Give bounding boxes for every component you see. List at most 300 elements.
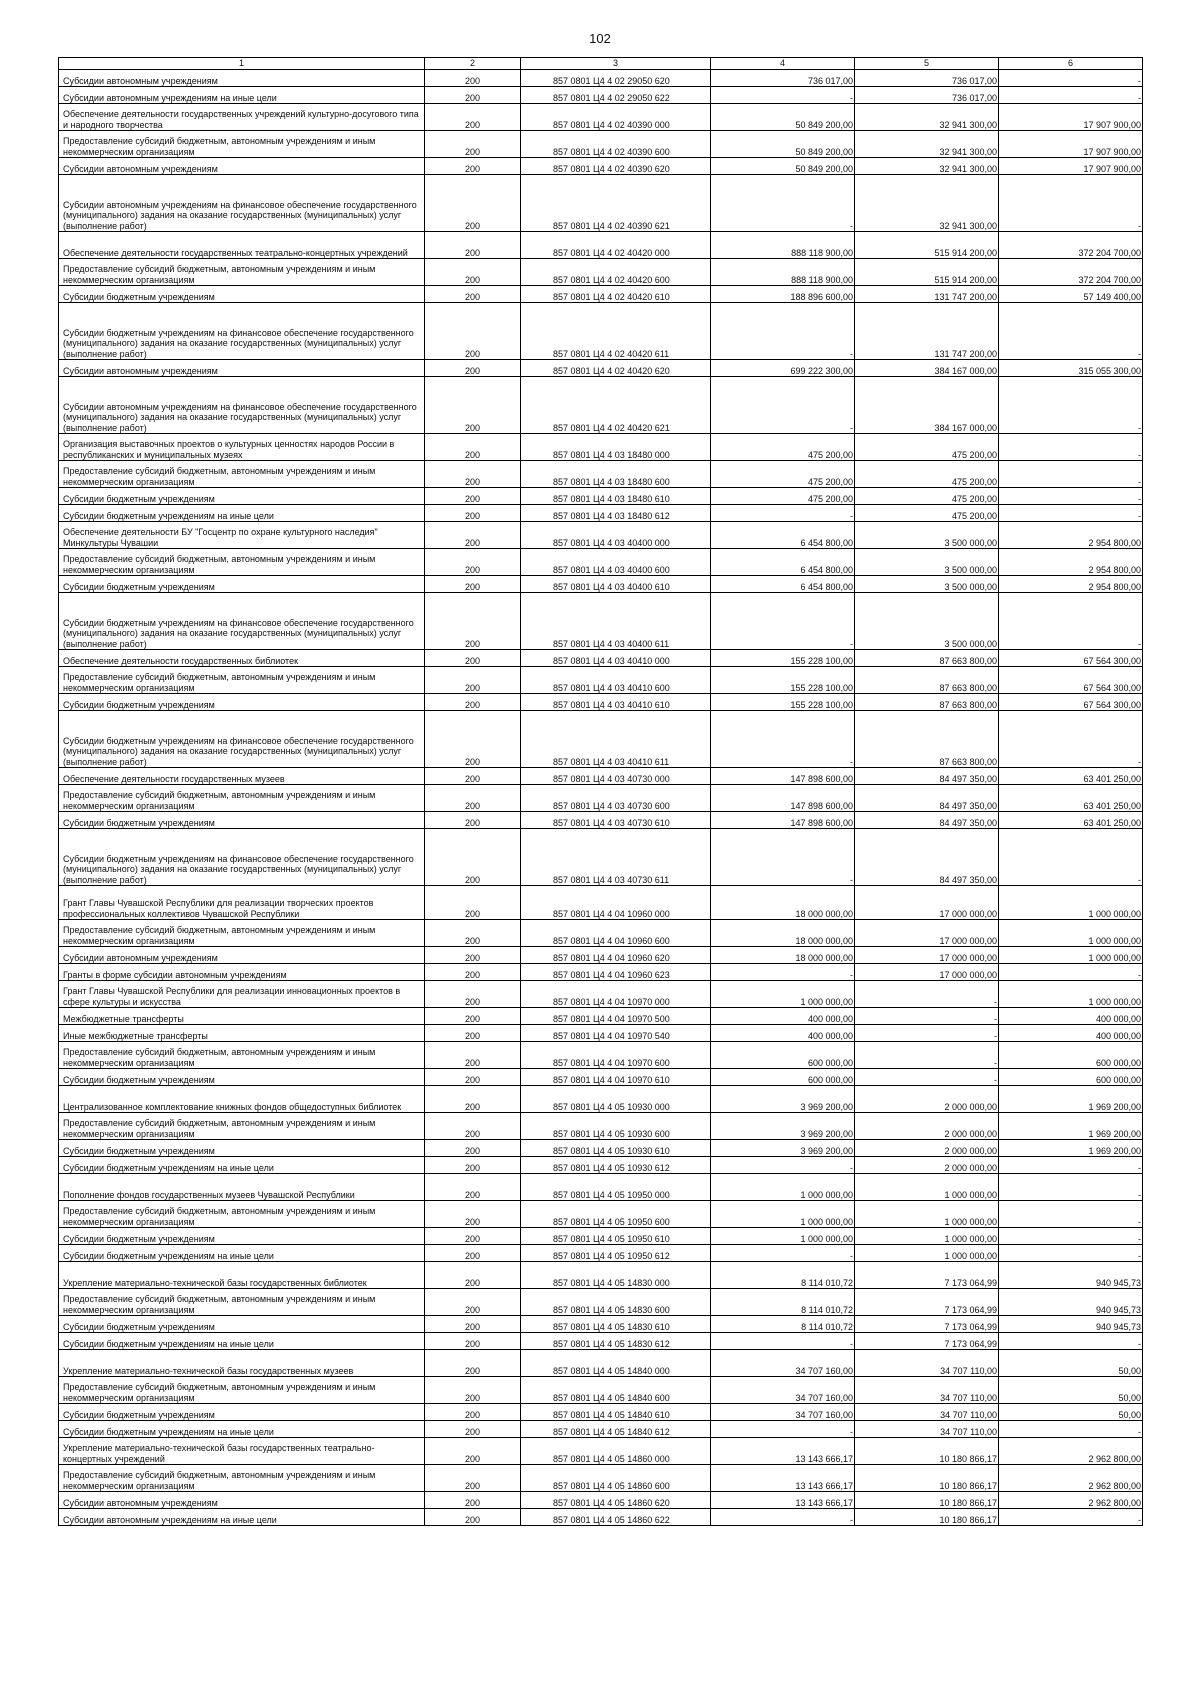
row-code: 200 [425,711,521,768]
column-header: 4 [711,58,855,70]
row-value-col6: 2 954 800,00 [999,576,1143,593]
row-classification-code: 857 0801 Ц4 4 05 10950 000 [521,1174,711,1201]
column-header: 3 [521,58,711,70]
row-value-col5: 7 173 064,99 [855,1333,999,1350]
row-code: 200 [425,920,521,947]
row-name: Предоставление субсидий бюджетным, автономным учреждениям и иным некоммерческим организациям [59,1113,425,1140]
row-code: 200 [425,175,521,232]
row-value-col6: - [999,87,1143,104]
row-code: 200 [425,522,521,549]
row-classification-code: 857 0801 Ц4 4 05 10950 612 [521,1245,711,1262]
row-classification-code: 857 0801 Ц4 4 03 40730 611 [521,829,711,886]
row-name: Субсидии бюджетным учреждениям на финансовое обеспечение государственного (муниципального) задания на оказание государственных (муниципальных) услуг (выполнение работ) [59,303,425,360]
row-value-col6: 57 149 400,00 [999,286,1143,303]
row-classification-code: 857 0801 Ц4 4 04 10960 600 [521,920,711,947]
table-row [59,131,1143,158]
row-code: 200 [425,1157,521,1174]
row-name: Предоставление субсидий бюджетным, автономным учреждениям и иным некоммерческим организациям [59,131,425,158]
table-row [59,1069,1143,1086]
row-value-col5: 17 000 000,00 [855,947,999,964]
row-name: Субсидии бюджетным учреждениям [59,1316,425,1333]
row-classification-code: 857 0801 Ц4 4 05 10950 600 [521,1201,711,1228]
row-classification-code: 857 0801 Ц4 4 05 14860 622 [521,1509,711,1526]
row-classification-code: 857 0801 Ц4 4 03 40400 000 [521,522,711,549]
row-value-col6: - [999,377,1143,434]
row-value-col6: - [999,1421,1143,1438]
row-value-col4: - [711,711,855,768]
row-value-col4: - [711,964,855,981]
row-value-col4: 147 898 600,00 [711,812,855,829]
row-value-col5: 131 747 200,00 [855,303,999,360]
row-code: 200 [425,886,521,920]
row-value-col5: 10 180 866,17 [855,1465,999,1492]
table-row [59,286,1143,303]
column-header: 6 [999,58,1143,70]
row-code: 200 [425,1262,521,1289]
row-name: Пополнение фондов государственных музеев Чувашской Республики [59,1174,425,1201]
row-name: Предоставление субсидий бюджетным, автономным учреждениям и иным некоммерческим организациям [59,1289,425,1316]
row-value-col4: 13 143 666,17 [711,1492,855,1509]
table-row [59,1140,1143,1157]
row-value-col5: 736 017,00 [855,87,999,104]
column-header: 1 [59,58,425,70]
row-code: 200 [425,286,521,303]
row-value-col6: - [999,711,1143,768]
row-value-col4: - [711,87,855,104]
row-value-col6: 2 962 800,00 [999,1465,1143,1492]
row-name: Предоставление субсидий бюджетным, автономным учреждениям и иным некоммерческим организациям [59,1377,425,1404]
row-name: Укрепление материально-технической базы государственных библиотек [59,1262,425,1289]
row-classification-code: 857 0801 Ц4 4 05 14860 620 [521,1492,711,1509]
table-row [59,1465,1143,1492]
table-row [59,576,1143,593]
row-value-col4: 400 000,00 [711,1025,855,1042]
row-value-col5: 2 000 000,00 [855,1113,999,1140]
row-value-col6: 600 000,00 [999,1069,1143,1086]
row-value-col4: 6 454 800,00 [711,522,855,549]
row-classification-code: 857 0801 Ц4 4 05 14830 600 [521,1289,711,1316]
row-name: Субсидии бюджетным учреждениям на иные цели [59,1333,425,1350]
row-value-col4: 699 222 300,00 [711,360,855,377]
row-value-col6: 1 000 000,00 [999,886,1143,920]
row-classification-code: 857 0801 Ц4 4 03 40730 600 [521,785,711,812]
table-row [59,232,1143,259]
row-name: Межбюджетные трансферты [59,1008,425,1025]
table-row [59,259,1143,286]
row-classification-code: 857 0801 Ц4 4 02 40390 000 [521,104,711,131]
row-value-col6: 1 969 200,00 [999,1086,1143,1113]
row-name: Субсидии автономным учреждениям на иные цели [59,1509,425,1526]
row-value-col5: 2 000 000,00 [855,1157,999,1174]
table-row [59,920,1143,947]
table-row [59,104,1143,131]
row-code: 200 [425,158,521,175]
row-value-col5: 1 000 000,00 [855,1201,999,1228]
row-classification-code: 857 0801 Ц4 4 05 14840 610 [521,1404,711,1421]
row-code: 200 [425,694,521,711]
row-value-col6: 63 401 250,00 [999,768,1143,785]
row-value-col6: - [999,1333,1143,1350]
row-code: 200 [425,434,521,461]
row-value-col6: 940 945,73 [999,1289,1143,1316]
row-value-col4: 155 228 100,00 [711,650,855,667]
table-row [59,768,1143,785]
row-code: 200 [425,1042,521,1069]
row-value-col5: 87 663 800,00 [855,711,999,768]
row-classification-code: 857 0801 Ц4 4 03 40400 610 [521,576,711,593]
row-value-col6: 1 000 000,00 [999,981,1143,1008]
row-value-col4: 600 000,00 [711,1042,855,1069]
row-value-col5: 17 000 000,00 [855,964,999,981]
row-classification-code: 857 0801 Ц4 4 02 40420 610 [521,286,711,303]
row-classification-code: 857 0801 Ц4 4 05 10950 610 [521,1228,711,1245]
table-row [59,812,1143,829]
row-value-col6: - [999,303,1143,360]
row-value-col5: 736 017,00 [855,70,999,87]
table-row [59,175,1143,232]
row-value-col5: 3 500 000,00 [855,522,999,549]
row-value-col4: - [711,593,855,650]
row-value-col4: - [711,175,855,232]
row-code: 200 [425,70,521,87]
row-value-col6: 1 000 000,00 [999,947,1143,964]
table-row [59,711,1143,768]
row-value-col5: - [855,981,999,1008]
row-code: 200 [425,1350,521,1377]
row-value-col5: 10 180 866,17 [855,1509,999,1526]
row-classification-code: 857 0801 Ц4 4 02 40390 621 [521,175,711,232]
table-row [59,70,1143,87]
row-value-col6: 2 962 800,00 [999,1438,1143,1465]
row-name: Обеспечение деятельности государственных библиотек [59,650,425,667]
row-value-col5: 515 914 200,00 [855,259,999,286]
row-classification-code: 857 0801 Ц4 4 04 10960 620 [521,947,711,964]
table-row [59,87,1143,104]
row-value-col6: 2 962 800,00 [999,1492,1143,1509]
row-classification-code: 857 0801 Ц4 4 05 14860 600 [521,1465,711,1492]
row-name: Грант Главы Чувашской Республики для реализации инновационных проектов в сфере культуры и искусства [59,981,425,1008]
row-value-col6: - [999,461,1143,488]
row-code: 200 [425,1174,521,1201]
table-row [59,694,1143,711]
row-value-col4: - [711,303,855,360]
row-code: 200 [425,1465,521,1492]
row-classification-code: 857 0801 Ц4 4 05 10930 612 [521,1157,711,1174]
row-value-col5: 34 707 110,00 [855,1377,999,1404]
row-classification-code: 857 0801 Ц4 4 05 10930 610 [521,1140,711,1157]
row-name: Субсидии автономным учреждениям [59,360,425,377]
table-row [59,1377,1143,1404]
row-value-col4: - [711,505,855,522]
row-value-col5: 475 200,00 [855,461,999,488]
row-value-col4: 8 114 010,72 [711,1262,855,1289]
table-body [59,70,1143,1526]
row-value-col6: 1 969 200,00 [999,1113,1143,1140]
row-name: Субсидии бюджетным учреждениям [59,1140,425,1157]
row-classification-code: 857 0801 Ц4 4 02 40420 621 [521,377,711,434]
row-value-col4: - [711,1245,855,1262]
row-name: Гранты в форме субсидии автономным учреждениям [59,964,425,981]
row-code: 200 [425,964,521,981]
row-value-col4: 1 000 000,00 [711,1174,855,1201]
row-name: Субсидии бюджетным учреждениям [59,694,425,711]
row-value-col4: 6 454 800,00 [711,576,855,593]
row-value-col5: 131 747 200,00 [855,286,999,303]
row-value-col5: 34 707 110,00 [855,1350,999,1377]
table-row [59,1492,1143,1509]
table-row [59,964,1143,981]
row-code: 200 [425,131,521,158]
row-value-col5: 84 497 350,00 [855,785,999,812]
row-name: Субсидии бюджетным учреждениям на финансовое обеспечение государственного (муниципального) задания на оказание государственных (муниципальных) услуг (выполнение работ) [59,829,425,886]
row-value-col4: 736 017,00 [711,70,855,87]
row-name: Предоставление субсидий бюджетным, автономным учреждениям и иным некоммерческим организациям [59,259,425,286]
row-value-col5: 475 200,00 [855,505,999,522]
row-code: 200 [425,1069,521,1086]
row-classification-code: 857 0801 Ц4 4 03 40730 000 [521,768,711,785]
row-value-col5: 84 497 350,00 [855,812,999,829]
row-name: Субсидии бюджетным учреждениям [59,812,425,829]
row-value-col6: 63 401 250,00 [999,785,1143,812]
row-name: Предоставление субсидий бюджетным, автономным учреждениям и иным некоммерческим организациям [59,785,425,812]
row-classification-code: 857 0801 Ц4 4 04 10970 000 [521,981,711,1008]
row-value-col4: 50 849 200,00 [711,158,855,175]
row-classification-code: 857 0801 Ц4 4 03 18480 000 [521,434,711,461]
row-value-col6: 17 907 900,00 [999,104,1143,131]
row-value-col5: 475 200,00 [855,488,999,505]
row-value-col6: 1 000 000,00 [999,920,1143,947]
row-value-col6: 315 055 300,00 [999,360,1143,377]
row-code: 200 [425,1333,521,1350]
row-value-col4: - [711,377,855,434]
row-classification-code: 857 0801 Ц4 4 05 14830 000 [521,1262,711,1289]
page-number: 102 [589,31,611,46]
table-header [59,58,1143,70]
row-value-col6: 2 954 800,00 [999,549,1143,576]
row-value-col5: 87 663 800,00 [855,650,999,667]
row-value-col6: 940 945,73 [999,1316,1143,1333]
row-value-col4: 888 118 900,00 [711,232,855,259]
row-name: Предоставление субсидий бюджетным, автономным учреждениям и иным некоммерческим организациям [59,1042,425,1069]
row-name: Субсидии автономным учреждениям на иные цели [59,87,425,104]
row-code: 200 [425,768,521,785]
row-code: 200 [425,1008,521,1025]
row-code: 200 [425,303,521,360]
row-value-col5: 2 000 000,00 [855,1140,999,1157]
row-code: 200 [425,785,521,812]
row-classification-code: 857 0801 Ц4 4 05 14840 600 [521,1377,711,1404]
row-name: Обеспечение деятельности БУ "Госцентр по охране культурного наследия" Минкультуры Чувашии [59,522,425,549]
row-value-col5: 32 941 300,00 [855,104,999,131]
row-value-col4: - [711,1421,855,1438]
row-value-col6: - [999,488,1143,505]
row-name: Субсидии автономным учреждениям [59,158,425,175]
row-value-col5: 1 000 000,00 [855,1245,999,1262]
table-row [59,1404,1143,1421]
row-code: 200 [425,461,521,488]
row-classification-code: 857 0801 Ц4 4 03 40410 611 [521,711,711,768]
table-row [59,650,1143,667]
row-code: 200 [425,232,521,259]
table-row [59,549,1143,576]
row-classification-code: 857 0801 Ц4 4 02 40420 600 [521,259,711,286]
row-value-col5: 32 941 300,00 [855,131,999,158]
row-value-col4: 155 228 100,00 [711,694,855,711]
row-value-col5: - [855,1008,999,1025]
row-name: Субсидии автономным учреждениям на финансовое обеспечение государственного (муниципального) задания на оказание государственных (муниципальных) услуг (выполнение работ) [59,175,425,232]
table-row [59,1042,1143,1069]
row-code: 200 [425,104,521,131]
row-value-col4: 13 143 666,17 [711,1465,855,1492]
row-code: 200 [425,1228,521,1245]
row-value-col6: 400 000,00 [999,1008,1143,1025]
row-code: 200 [425,1509,521,1526]
row-name: Субсидии автономным учреждениям на финансовое обеспечение государственного (муниципального) задания на оказание государственных (муниципальных) услуг (выполнение работ) [59,377,425,434]
table-row [59,947,1143,964]
row-value-col5: - [855,1069,999,1086]
row-name: Субсидии бюджетным учреждениям на иные цели [59,1157,425,1174]
row-value-col5: 34 707 110,00 [855,1421,999,1438]
table-row [59,1157,1143,1174]
row-code: 200 [425,549,521,576]
table-row [59,785,1143,812]
row-value-col6: - [999,175,1143,232]
row-classification-code: 857 0801 Ц4 4 05 14860 000 [521,1438,711,1465]
row-name: Укрепление материально-технической базы государственных театрально-концертных учреждений [59,1438,425,1465]
row-value-col5: 32 941 300,00 [855,158,999,175]
row-name: Предоставление субсидий бюджетным, автономным учреждениям и иным некоммерческим организациям [59,549,425,576]
row-value-col4: 3 969 200,00 [711,1113,855,1140]
row-name: Субсидии бюджетным учреждениям [59,488,425,505]
row-classification-code: 857 0801 Ц4 4 03 18480 612 [521,505,711,522]
row-value-col6: 67 564 300,00 [999,650,1143,667]
table-row [59,360,1143,377]
row-value-col4: 34 707 160,00 [711,1404,855,1421]
row-value-col4: 50 849 200,00 [711,131,855,158]
row-value-col5: 87 663 800,00 [855,694,999,711]
row-value-col4: 3 969 200,00 [711,1140,855,1157]
row-value-col4: 1 000 000,00 [711,1201,855,1228]
row-code: 200 [425,1421,521,1438]
row-value-col4: 400 000,00 [711,1008,855,1025]
row-classification-code: 857 0801 Ц4 4 03 40410 000 [521,650,711,667]
row-name: Предоставление субсидий бюджетным, автономным учреждениям и иным некоммерческим организациям [59,461,425,488]
row-classification-code: 857 0801 Ц4 4 05 10930 600 [521,1113,711,1140]
row-value-col5: 10 180 866,17 [855,1492,999,1509]
row-name: Субсидии бюджетным учреждениям [59,1069,425,1086]
row-value-col5: 87 663 800,00 [855,667,999,694]
table-row [59,1262,1143,1289]
row-value-col4: 3 969 200,00 [711,1086,855,1113]
row-value-col5: 34 707 110,00 [855,1404,999,1421]
column-header: 2 [425,58,521,70]
row-classification-code: 857 0801 Ц4 4 02 40390 600 [521,131,711,158]
row-value-col6: 17 907 900,00 [999,131,1143,158]
row-value-col4: - [711,1157,855,1174]
row-classification-code: 857 0801 Ц4 4 02 40420 000 [521,232,711,259]
row-classification-code: 857 0801 Ц4 4 04 10970 540 [521,1025,711,1042]
row-value-col6: 400 000,00 [999,1025,1143,1042]
row-name: Субсидии автономным учреждениям [59,70,425,87]
row-value-col6: 50,00 [999,1404,1143,1421]
row-name: Субсидии бюджетным учреждениям [59,1404,425,1421]
row-value-col5: 84 497 350,00 [855,829,999,886]
row-code: 200 [425,1025,521,1042]
row-value-col6: - [999,1201,1143,1228]
row-name: Предоставление субсидий бюджетным, автономным учреждениям и иным некоммерческим организациям [59,920,425,947]
row-value-col6: 600 000,00 [999,1042,1143,1069]
table-row [59,981,1143,1008]
row-value-col4: 188 896 600,00 [711,286,855,303]
row-code: 200 [425,667,521,694]
row-value-col6: - [999,829,1143,886]
row-classification-code: 857 0801 Ц4 4 02 29050 622 [521,87,711,104]
row-classification-code: 857 0801 Ц4 4 04 10970 600 [521,1042,711,1069]
row-value-col6: 2 954 800,00 [999,522,1143,549]
row-classification-code: 857 0801 Ц4 4 04 10960 000 [521,886,711,920]
row-code: 200 [425,1113,521,1140]
table-row [59,1289,1143,1316]
row-value-col6: - [999,1228,1143,1245]
row-classification-code: 857 0801 Ц4 4 03 18480 610 [521,488,711,505]
row-value-col4: 18 000 000,00 [711,947,855,964]
table-row [59,522,1143,549]
table-row [59,886,1143,920]
row-value-col4: 18 000 000,00 [711,886,855,920]
table-row [59,1421,1143,1438]
row-code: 200 [425,1438,521,1465]
table-row [59,1113,1143,1140]
row-name: Предоставление субсидий бюджетным, автономным учреждениям и иным некоммерческим организациям [59,667,425,694]
table-row [59,829,1143,886]
row-value-col4: 888 118 900,00 [711,259,855,286]
row-code: 200 [425,505,521,522]
row-code: 200 [425,377,521,434]
row-code: 200 [425,812,521,829]
row-value-col6: 940 945,73 [999,1262,1143,1289]
row-value-col4: 8 114 010,72 [711,1316,855,1333]
row-value-col4: - [711,1509,855,1526]
row-value-col5: 17 000 000,00 [855,920,999,947]
row-value-col6: 1 969 200,00 [999,1140,1143,1157]
row-classification-code: 857 0801 Ц4 4 03 40410 600 [521,667,711,694]
column-header: 5 [855,58,999,70]
row-value-col5: 10 180 866,17 [855,1438,999,1465]
row-classification-code: 857 0801 Ц4 4 05 14830 612 [521,1333,711,1350]
row-code: 200 [425,1404,521,1421]
row-value-col5: 515 914 200,00 [855,232,999,259]
row-code: 200 [425,650,521,667]
row-classification-code: 857 0801 Ц4 4 03 18480 600 [521,461,711,488]
row-value-col5: 7 173 064,99 [855,1316,999,1333]
row-value-col6: 67 564 300,00 [999,667,1143,694]
row-value-col6: - [999,964,1143,981]
row-value-col4: 34 707 160,00 [711,1377,855,1404]
row-value-col4: 50 849 200,00 [711,104,855,131]
row-classification-code: 857 0801 Ц4 4 03 40410 610 [521,694,711,711]
row-code: 200 [425,829,521,886]
row-value-col4: 147 898 600,00 [711,768,855,785]
row-value-col5: - [855,1042,999,1069]
row-value-col5: 475 200,00 [855,434,999,461]
row-value-col5: 3 500 000,00 [855,593,999,650]
row-value-col6: - [999,1157,1143,1174]
table-row [59,667,1143,694]
row-classification-code: 857 0801 Ц4 4 04 10960 623 [521,964,711,981]
row-value-col5: 384 167 000,00 [855,360,999,377]
table-row [59,377,1143,434]
row-value-col4: 34 707 160,00 [711,1350,855,1377]
